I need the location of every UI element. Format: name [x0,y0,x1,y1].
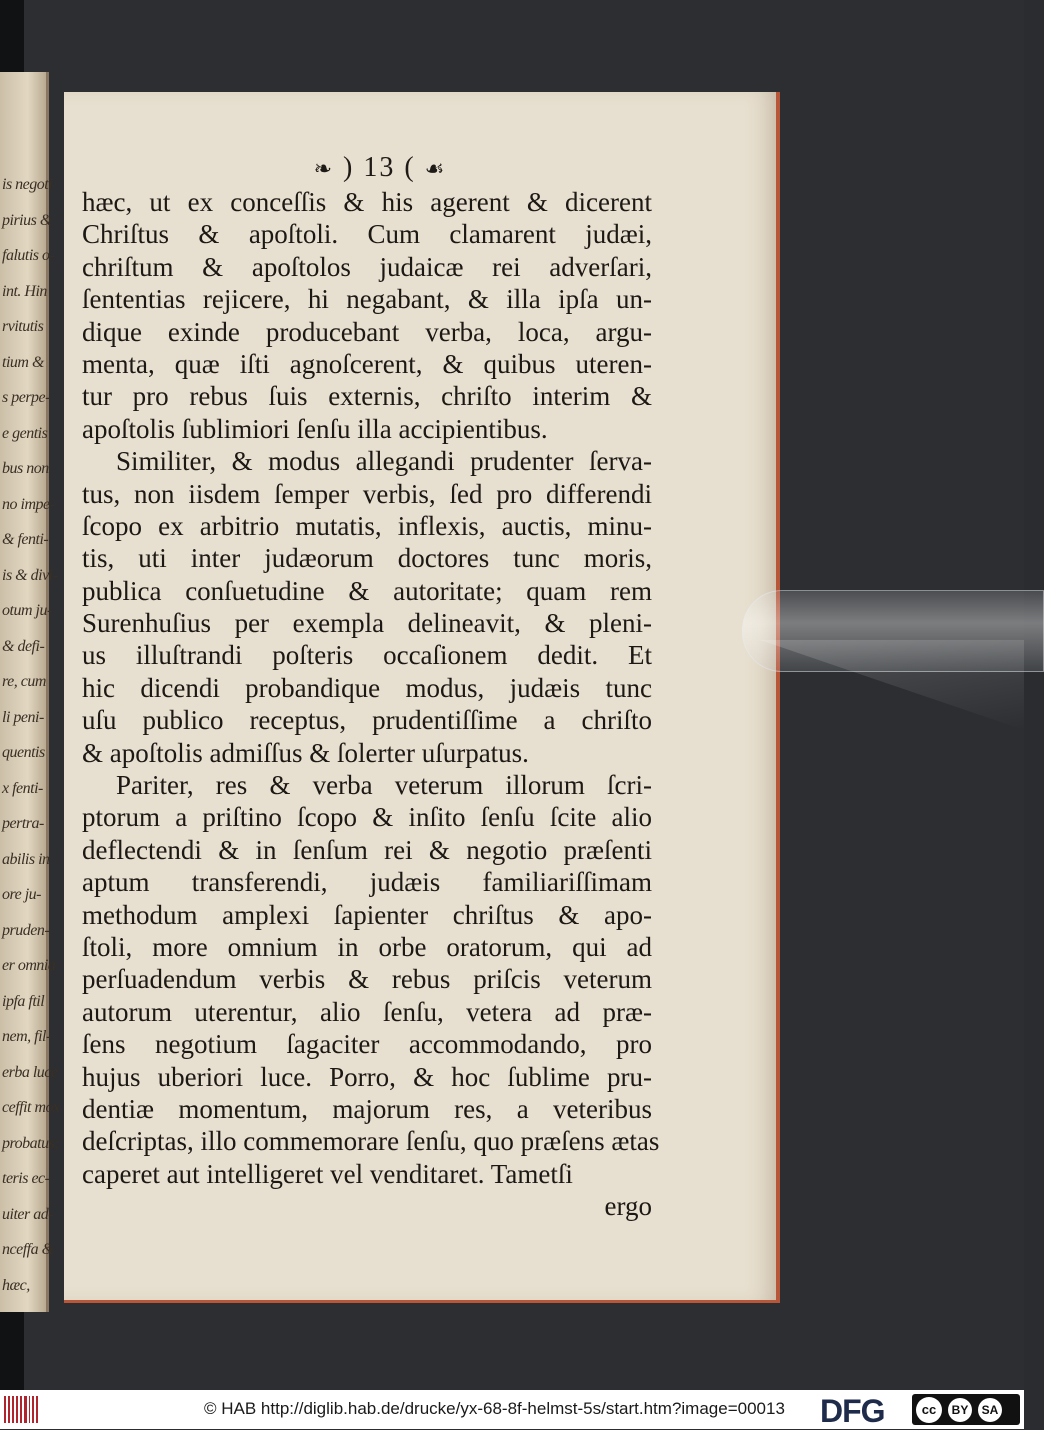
cc-license-badge[interactable] [912,1394,1020,1425]
left-page-fragment: teris ec- [2,1170,50,1187]
text-line: tis, uti inter judæorum doctores tunc moris, [82,543,652,574]
text-line: Surenhuſius per exempla delineavit, & pleni- [82,608,652,639]
text-line: & apoſtolis admiſſus & ſolerter uſurpatus. [82,737,529,768]
left-page-fragment: uiter ad- [2,1205,54,1223]
page-header [280,152,480,184]
text-line: ſcopo ex arbitrio mutatis, inflexis, auctis, minu- [82,510,652,541]
text-line: apoſtolis ſublimiori ſenſu illa accipientibus. [82,413,548,444]
text-line: menta, quæ iſti agnoſcerent, & quibus uteren- [82,348,652,379]
text-line: dentiæ momentum, majorum res, a veteribus [82,1093,652,1124]
left-page-fragment: is negoti [2,176,53,193]
left-page-fragment: li peni- [2,708,44,726]
left-page-fragment: no impe- [2,495,55,513]
ornament-left-icon: ❧ [313,156,335,181]
left-page-fragment: erba luce [2,1063,58,1081]
left-page-fragment: er omnia [2,957,56,974]
left-page-fragment: hæc, [2,1276,30,1294]
text-line: Similiter, & modus allegandi prudenter ſerva- [116,446,652,477]
left-page-fragment: rvitutis [2,318,44,335]
text-line: hujus uberiori luce. Porro, & hoc ſublime pru- [82,1061,652,1092]
left-page-fragment: ceffit mox [2,1099,60,1116]
text-line: deflectendi & in ſenſum rei & negotio præſenti [82,834,652,865]
text-line: ſtoli, more omnium in orbe oratorum, qui ad [82,931,652,962]
sa-icon: SA [978,1398,1002,1422]
footer-bar [0,1390,1024,1429]
left-page-fragment: & defi- [2,637,45,655]
text-line: dique exinde producebant verba, loca, argu- [82,316,652,347]
text-line: Chriſtus & apoſtoli. Cum clamarent judæi, [82,219,652,250]
page-body-text [82,186,660,1223]
text-line: methodum amplexi ſapienter chriſtus & apo- [82,899,652,930]
left-page-fragment: ore ju- [2,886,42,903]
left-page-fragment: pirius & [2,211,52,229]
text-line: perſuadendum verbis & rebus priſcis veterum [82,964,652,995]
left-page-fragment: e gentis [2,424,48,442]
text-line: tur pro rebus ſuis externis, chriſto interim & [82,381,652,412]
text-line: caperet aut intelligeret vel venditaret. Tametſi [82,1158,573,1189]
ornament-right-icon: ☙ [424,156,447,181]
left-page-fragment: x fenti- [2,779,43,797]
left-page-fragment: nem, fil- [2,1028,51,1045]
left-page-fragment: ipfa ftil [2,992,45,1010]
left-page-fragment: probatus; [2,1134,60,1152]
text-line: deſcriptas, illo commemorare ſenſu, quo præſens ætas [82,1126,660,1157]
hab-logo-icon [4,1396,38,1423]
text-line: ſententias rejicere, hi negabant, & illa ipſa un- [82,284,652,315]
left-page-fragment: bus non [2,460,49,477]
text-line: us illuſtrandi poſteris occaſionem dedit. Et [82,640,652,671]
left-page-fragment: falutis o- [2,247,55,264]
previous-page-edge [0,72,60,1312]
attribution-link[interactable]: © HAB http://diglib.hab.de/drucke/yx-68-8f-helmst-5s/start.htm?image=00013 [204,1399,785,1418]
left-page-fragment: tium & [2,353,44,371]
text-line: ptorum a priſtino ſcopo & inſito ſenſu ſcite alio [82,802,652,833]
left-page-fragment: re, cum [2,673,46,690]
cc-icon: cc [916,1397,942,1423]
left-page-fragment: pertra- [2,815,44,832]
left-page-fragment: quentis [2,744,45,761]
left-page-fragment: & fenti- [2,531,49,548]
text-line: ergo [604,1191,652,1222]
left-page-fragment: abilis in [2,850,50,868]
text-line: chriſtum & apoſtolos judaicæ rei adverſari, [82,251,652,282]
page-number: ) 13 ( [343,152,416,183]
left-page-fragment: otum ju- [2,602,52,619]
text-line: uſu publico receptus, prudentiſſime a chriſto [82,705,652,736]
dfg-logo: DFG [820,1393,885,1429]
text-line: hæc, ut ex conceſſis & his agerent & dicerent [82,187,652,217]
text-line: tus, non iisdem ſemper verbis, ſed pro differendi [82,478,652,509]
text-line: publica conſuetudine & autoritate; quam rem [82,575,652,606]
left-page-fragment: is & divi- [2,566,58,584]
left-page-fragment: int. Hin [2,282,47,300]
text-line: hic dicendi probandique modus, judæis tunc [82,672,652,703]
text-line: aptum transferendi, judæis familiariſſimam [82,867,652,898]
left-page-fragment: nceffa & [2,1241,54,1258]
text-line: autorum uterentur, alio ſenſu, vetera ad præ- [82,996,652,1027]
text-line: Pariter, res & verba veterum illorum ſcri- [116,770,652,801]
left-page-fragment: pruden- [2,921,50,939]
by-icon: BY [948,1398,972,1422]
text-line: ſens negotium ſagaciter accommodando, pro [82,1029,652,1060]
left-page-fragment: s perpe- [2,389,50,406]
